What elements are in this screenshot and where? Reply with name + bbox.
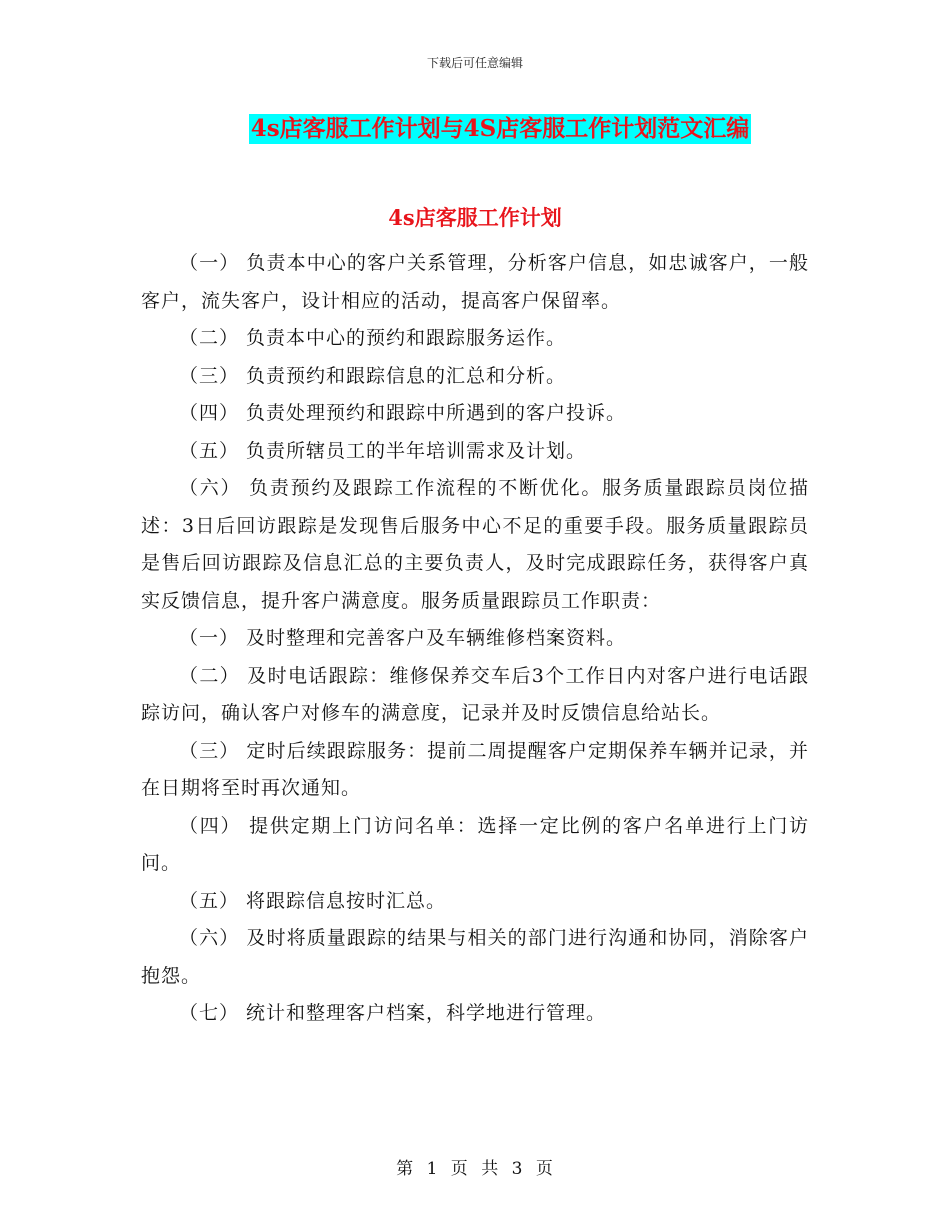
footer-total-unit: 页 [535, 1159, 554, 1179]
paragraph: （一） 负责本中心的客户关系管理，分析客户信息，如忠诚客户，一般客户，流失客户，设计相应的活动，提高客户保留率。 [141, 252, 809, 312]
paragraph: （六） 及时将质量跟踪的结果与相关的部门进行沟通和协同，消除客户抱怨。 [141, 927, 809, 987]
paragraph: （七） 统计和整理客户档案，科学地进行管理。 [179, 1002, 607, 1024]
paragraph: （三） 定时后续跟踪服务：提前二周提醒客户定期保养车辆并记录，并在日期将至时再次通知。 [141, 739, 809, 799]
footer-page-word: 第 [396, 1159, 415, 1179]
page-footer [0, 1154, 950, 1179]
document-body [141, 245, 809, 1033]
document-title-container [0, 114, 950, 144]
section-title: 4s店客服工作计划 [388, 205, 562, 230]
footer-current-page: 1 [426, 1159, 439, 1179]
paragraph: （三） 负责预约和跟踪信息的汇总和分析。 [179, 364, 567, 387]
paragraph: （五） 负责所辖员工的半年培训需求及计划。 [179, 439, 587, 462]
paragraph: （四） 负责处理预约和跟踪中所遇到的客户投诉。 [179, 402, 627, 424]
header-note: 下载后可任意编辑 [426, 56, 523, 70]
footer-page-unit: 页 [450, 1159, 469, 1179]
paragraph: （四） 提供定期上门访问名单：选择一定比例的客户名单进行上门访问。 [141, 814, 809, 874]
document-title: 4s店客服工作计划与4S店客服工作计划范文汇编 [250, 115, 750, 142]
paragraph: （一） 及时整理和完善客户及车辆维修档案资料。 [179, 627, 627, 649]
footer-total-word: 共 [481, 1159, 500, 1179]
footer-total-pages: 3 [511, 1159, 524, 1179]
paragraph: （六） 负责预约及跟踪工作流程的不断优化。服务质量跟踪员岗位描述：3日后回访跟踪是发现售后服务中心不足的重要手段。服务质量跟踪员是售后回访跟踪及信息汇总的主要负责人，及时完成跟踪任务，获得客户真实反馈信息，提升客户满意度。服务质量跟踪员工作职责： [141, 477, 809, 612]
paragraph: （五） 将跟踪信息按时汇总。 [179, 889, 447, 912]
paragraph: （二） 负责本中心的预约和跟踪服务运作。 [179, 327, 567, 349]
paragraph: （二） 及时电话跟踪：维修保养交车后3个工作日内对客户进行电话跟踪访问，确认客户对修车的满意度，记录并及时反馈信息给站长。 [141, 664, 809, 724]
